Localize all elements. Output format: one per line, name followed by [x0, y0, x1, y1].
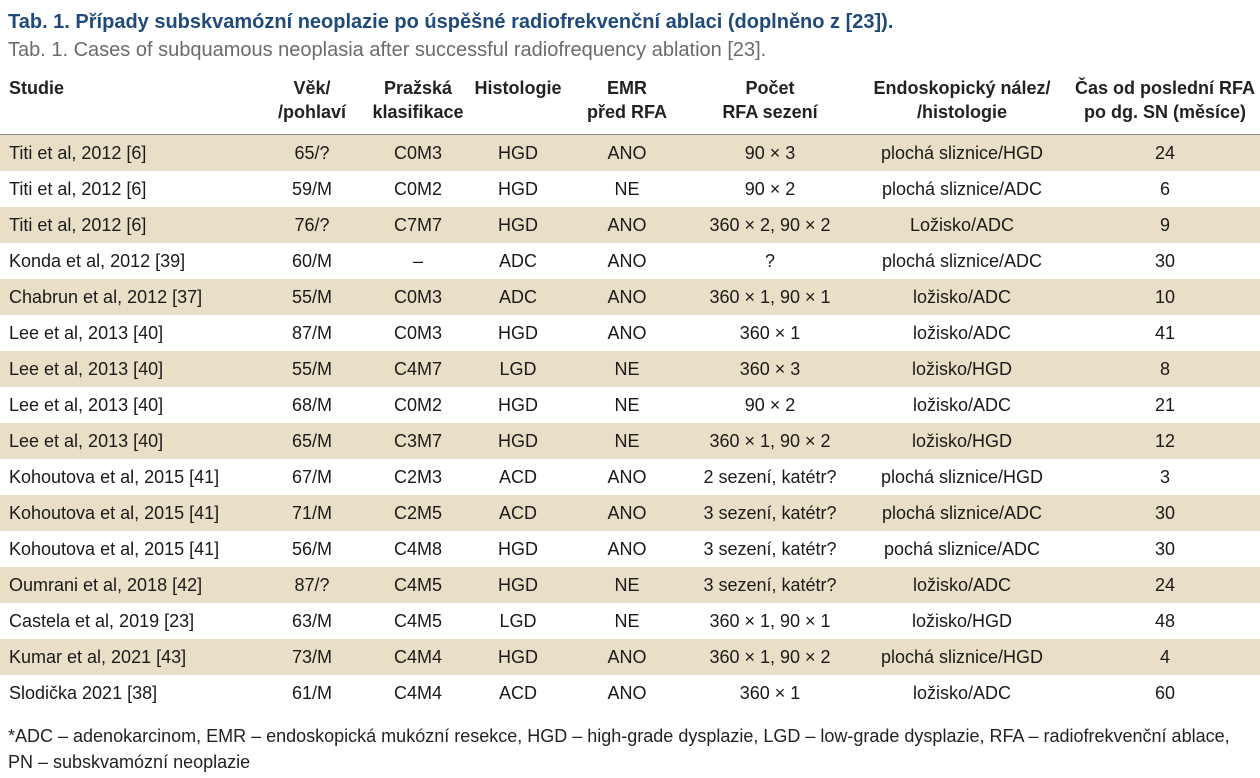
table-cell: plochá sliznice/ADC: [854, 495, 1070, 531]
table-cell: LGD: [499, 610, 537, 631]
table-cell: 2 sezení, katétr?: [703, 466, 837, 487]
table-cell: 61/M: [291, 682, 333, 703]
header-emr-before-rfa: EMR před RFA: [568, 72, 686, 135]
table-row: [0, 351, 1260, 387]
table-cell: ANO: [568, 495, 686, 531]
table-cell: Lee et al, 2013 [40]: [0, 351, 256, 387]
table-cell: 63/M: [291, 610, 333, 631]
table-cell: ANO: [607, 538, 647, 559]
table-cell: 30: [1154, 538, 1176, 559]
table-cell: C7M7: [368, 207, 468, 243]
table-cell: 24: [1070, 567, 1260, 603]
table-cell: 6: [1159, 178, 1170, 199]
table-cell: 48: [1154, 610, 1176, 631]
table-cell: NE: [568, 351, 686, 387]
table-cell: ložisko/ADC: [854, 279, 1070, 315]
table-cell: 55/M: [256, 279, 368, 315]
table-cell: Titi et al, 2012 [6]: [0, 207, 256, 243]
table-cell: 3 sezení, katétr?: [703, 538, 837, 559]
table-row: [0, 315, 1260, 351]
table-body: [0, 135, 1260, 712]
table-cell: 71/M: [256, 495, 368, 531]
table-cell: 10: [1070, 279, 1260, 315]
table-cell: ANO: [568, 135, 686, 172]
table-cell: ložisko/HGD: [854, 423, 1070, 459]
table-cell: 65/?: [256, 135, 368, 172]
table-cell: plochá sliznice/ADC: [881, 250, 1043, 271]
table-cell: C4M8: [393, 538, 442, 559]
table-row: [0, 387, 1260, 423]
table-cell: Titi et al, 2012 [6]: [0, 135, 256, 172]
table-cell: Titi et al, 2012 [6]: [9, 178, 147, 199]
table-cell: ANO: [607, 322, 647, 343]
table-cell: 360 × 1: [739, 682, 801, 703]
table-cell: ADC: [468, 279, 568, 315]
table-cell: NE: [614, 394, 640, 415]
table-cell: ACD: [498, 466, 537, 487]
table-cell: Slodička 2021 [38]: [9, 682, 158, 703]
header-endoscopic-finding: Endoskopický nález/ /histologie: [854, 72, 1070, 135]
table-cell: NE: [614, 178, 640, 199]
table-cell: 30: [1070, 495, 1260, 531]
table-cell: C4M4: [368, 639, 468, 675]
table-cell: 76/?: [256, 207, 368, 243]
table-cell: Kohoutova et al, 2015 [41]: [0, 495, 256, 531]
table-cell: NE: [568, 567, 686, 603]
table-cell: HGD: [468, 207, 568, 243]
table-cell: Kohoutova et al, 2015 [41]: [9, 538, 220, 559]
table-cell: 87/?: [256, 567, 368, 603]
table-cell: 4: [1070, 639, 1260, 675]
table-cell: 90 × 3: [686, 135, 854, 172]
table-cell: plochá sliznice/HGD: [854, 639, 1070, 675]
table-cell: ACD: [498, 682, 537, 703]
table-row: [0, 135, 1260, 172]
table-cell: ložisko/ADC: [854, 567, 1070, 603]
table-row: [0, 207, 1260, 243]
header-age-sex: Věk/ /pohlaví: [256, 72, 368, 135]
table-cell: Kohoutova et al, 2015 [41]: [9, 466, 220, 487]
table-row: [0, 603, 1260, 639]
table-cell: Lee et al, 2013 [40]: [0, 423, 256, 459]
table-cell: 55/M: [256, 351, 368, 387]
table-cell: C3M7: [368, 423, 468, 459]
table-cell: Ložisko/ADC: [854, 207, 1070, 243]
table-cell: HGD: [468, 567, 568, 603]
header-histology: Histologie: [468, 72, 568, 135]
table-cell: 360 × 1, 90 × 2: [686, 423, 854, 459]
table-cell: NE: [568, 423, 686, 459]
table-cell: 73/M: [256, 639, 368, 675]
table-cell: 9: [1070, 207, 1260, 243]
table-row: [0, 171, 1260, 207]
table-cell: 360 × 1, 90 × 1: [709, 610, 831, 631]
table-cell: plochá sliznice/ADC: [881, 178, 1043, 199]
table-cell: ANO: [568, 639, 686, 675]
table-cell: 65/M: [256, 423, 368, 459]
table-row: [0, 279, 1260, 315]
table-cell: ?: [764, 250, 775, 271]
header-prague-classification: Pražská klasifikace: [368, 72, 468, 135]
table-cell: HGD: [468, 135, 568, 172]
header-study: Studie: [0, 72, 256, 135]
table-cell: 8: [1070, 351, 1260, 387]
table-cell: 24: [1070, 135, 1260, 172]
table-cell: ANO: [607, 682, 647, 703]
table-cell: ADC: [498, 250, 537, 271]
table-cell: C0M2: [393, 394, 442, 415]
table-cell: HGD: [468, 423, 568, 459]
table-cell: 3 sezení, katétr?: [686, 495, 854, 531]
table-cell: LGD: [468, 351, 568, 387]
table-cell: HGD: [468, 639, 568, 675]
table-cell: NE: [614, 610, 640, 631]
table-cell: 21: [1154, 394, 1176, 415]
table-cell: 67/M: [291, 466, 333, 487]
table-cell: 360 × 1, 90 × 2: [686, 639, 854, 675]
table-cell: Lee et al, 2013 [40]: [9, 394, 164, 415]
table-cell: C0M2: [393, 178, 442, 199]
table-cell: Chabrun et al, 2012 [37]: [0, 279, 256, 315]
table-row: [0, 495, 1260, 531]
table-row: [0, 243, 1260, 279]
table-cell: ložisko/HGD: [854, 351, 1070, 387]
table-cell: ANO: [568, 279, 686, 315]
table-cell: 87/M: [291, 322, 333, 343]
table-cell: Castela et al, 2019 [23]: [9, 610, 195, 631]
table-cell: ložisko/ADC: [912, 394, 1012, 415]
table-cell: pochá sliznice/ADC: [883, 538, 1041, 559]
table-cell: ANO: [568, 207, 686, 243]
table-cell: 90 × 2: [744, 394, 796, 415]
table-cell: C0M3: [368, 279, 468, 315]
header-time-since-rfa: Čas od poslední RFA po dg. SN (měsíce): [1070, 72, 1260, 135]
table-cell: C2M5: [368, 495, 468, 531]
table-caption: [8, 8, 1260, 64]
table-row: [0, 675, 1260, 711]
table-cell: 41: [1154, 322, 1176, 343]
table-cell: ACD: [468, 495, 568, 531]
table-cell: HGD: [498, 538, 538, 559]
table-cell: Oumrani et al, 2018 [42]: [0, 567, 256, 603]
table-cell: 68/M: [291, 394, 333, 415]
table-cell: 360 × 2, 90 × 2: [686, 207, 854, 243]
table-row: [0, 567, 1260, 603]
table-cell: C4M5: [393, 610, 442, 631]
table-cell: 360 × 1: [739, 322, 801, 343]
table-row: [0, 423, 1260, 459]
table-cell: C0M3: [393, 322, 442, 343]
table-cell: 12: [1070, 423, 1260, 459]
table-cell: HGD: [498, 394, 538, 415]
table-cell: plochá sliznice/HGD: [854, 135, 1070, 172]
table-cell: HGD: [498, 322, 538, 343]
table-header-row: [0, 72, 1260, 135]
table-cell: C2M3: [393, 466, 442, 487]
table-cell: plochá sliznice/HGD: [880, 466, 1044, 487]
table-cell: ložisko/HGD: [911, 610, 1013, 631]
table-cell: 360 × 3: [686, 351, 854, 387]
table-cell: 60/M: [291, 250, 333, 271]
table-row: [0, 459, 1260, 495]
table-footnote: *ADC – adenokarcinom, EMR – endoskopická mukózní resekce, HGD – high-grade dysplazie, LGD – low-grade dysplazie, RFA – radiofrekvenční ablace, PN – subskvamózní neoplazie: [8, 726, 1230, 772]
table-row: [0, 639, 1260, 675]
table-cell: ložisko/ADC: [912, 322, 1012, 343]
table-cell: 3: [1159, 466, 1170, 487]
table-cell: ložisko/ADC: [912, 682, 1012, 703]
table-cell: Konda et al, 2012 [39]: [9, 250, 186, 271]
table-cell: –: [412, 250, 423, 271]
table-cell: C0M3: [368, 135, 468, 172]
table-cell: 30: [1154, 250, 1176, 271]
table-cell: C4M4: [393, 682, 442, 703]
table-cell: Lee et al, 2013 [40]: [9, 322, 164, 343]
table-cell: 360 × 1, 90 × 1: [686, 279, 854, 315]
table-cell: HGD: [498, 178, 538, 199]
table-cell: ANO: [607, 250, 647, 271]
table-cell: 60: [1154, 682, 1176, 703]
table-cell: 56/M: [291, 538, 333, 559]
table-title-czech: Tab. 1. Případy subskvamózní neoplazie po úspěšné radiofrekvenční ablaci (doplněno z [23]).: [8, 11, 894, 33]
table-cell: C4M7: [368, 351, 468, 387]
table-cell: 3 sezení, katétr?: [686, 567, 854, 603]
table-cell: 90 × 2: [744, 178, 796, 199]
table-title-english: Tab. 1. Cases of subquamous neoplasia after successful radiofrequency ablation [23].: [8, 39, 767, 61]
table-cell: ANO: [607, 466, 647, 487]
table-cell: C4M5: [368, 567, 468, 603]
table-cell: Kumar et al, 2021 [43]: [0, 639, 256, 675]
table-row: [0, 531, 1260, 567]
header-rfa-sessions: Počet RFA sezení: [686, 72, 854, 135]
cases-table: [0, 72, 1260, 711]
table-cell: 59/M: [291, 178, 333, 199]
